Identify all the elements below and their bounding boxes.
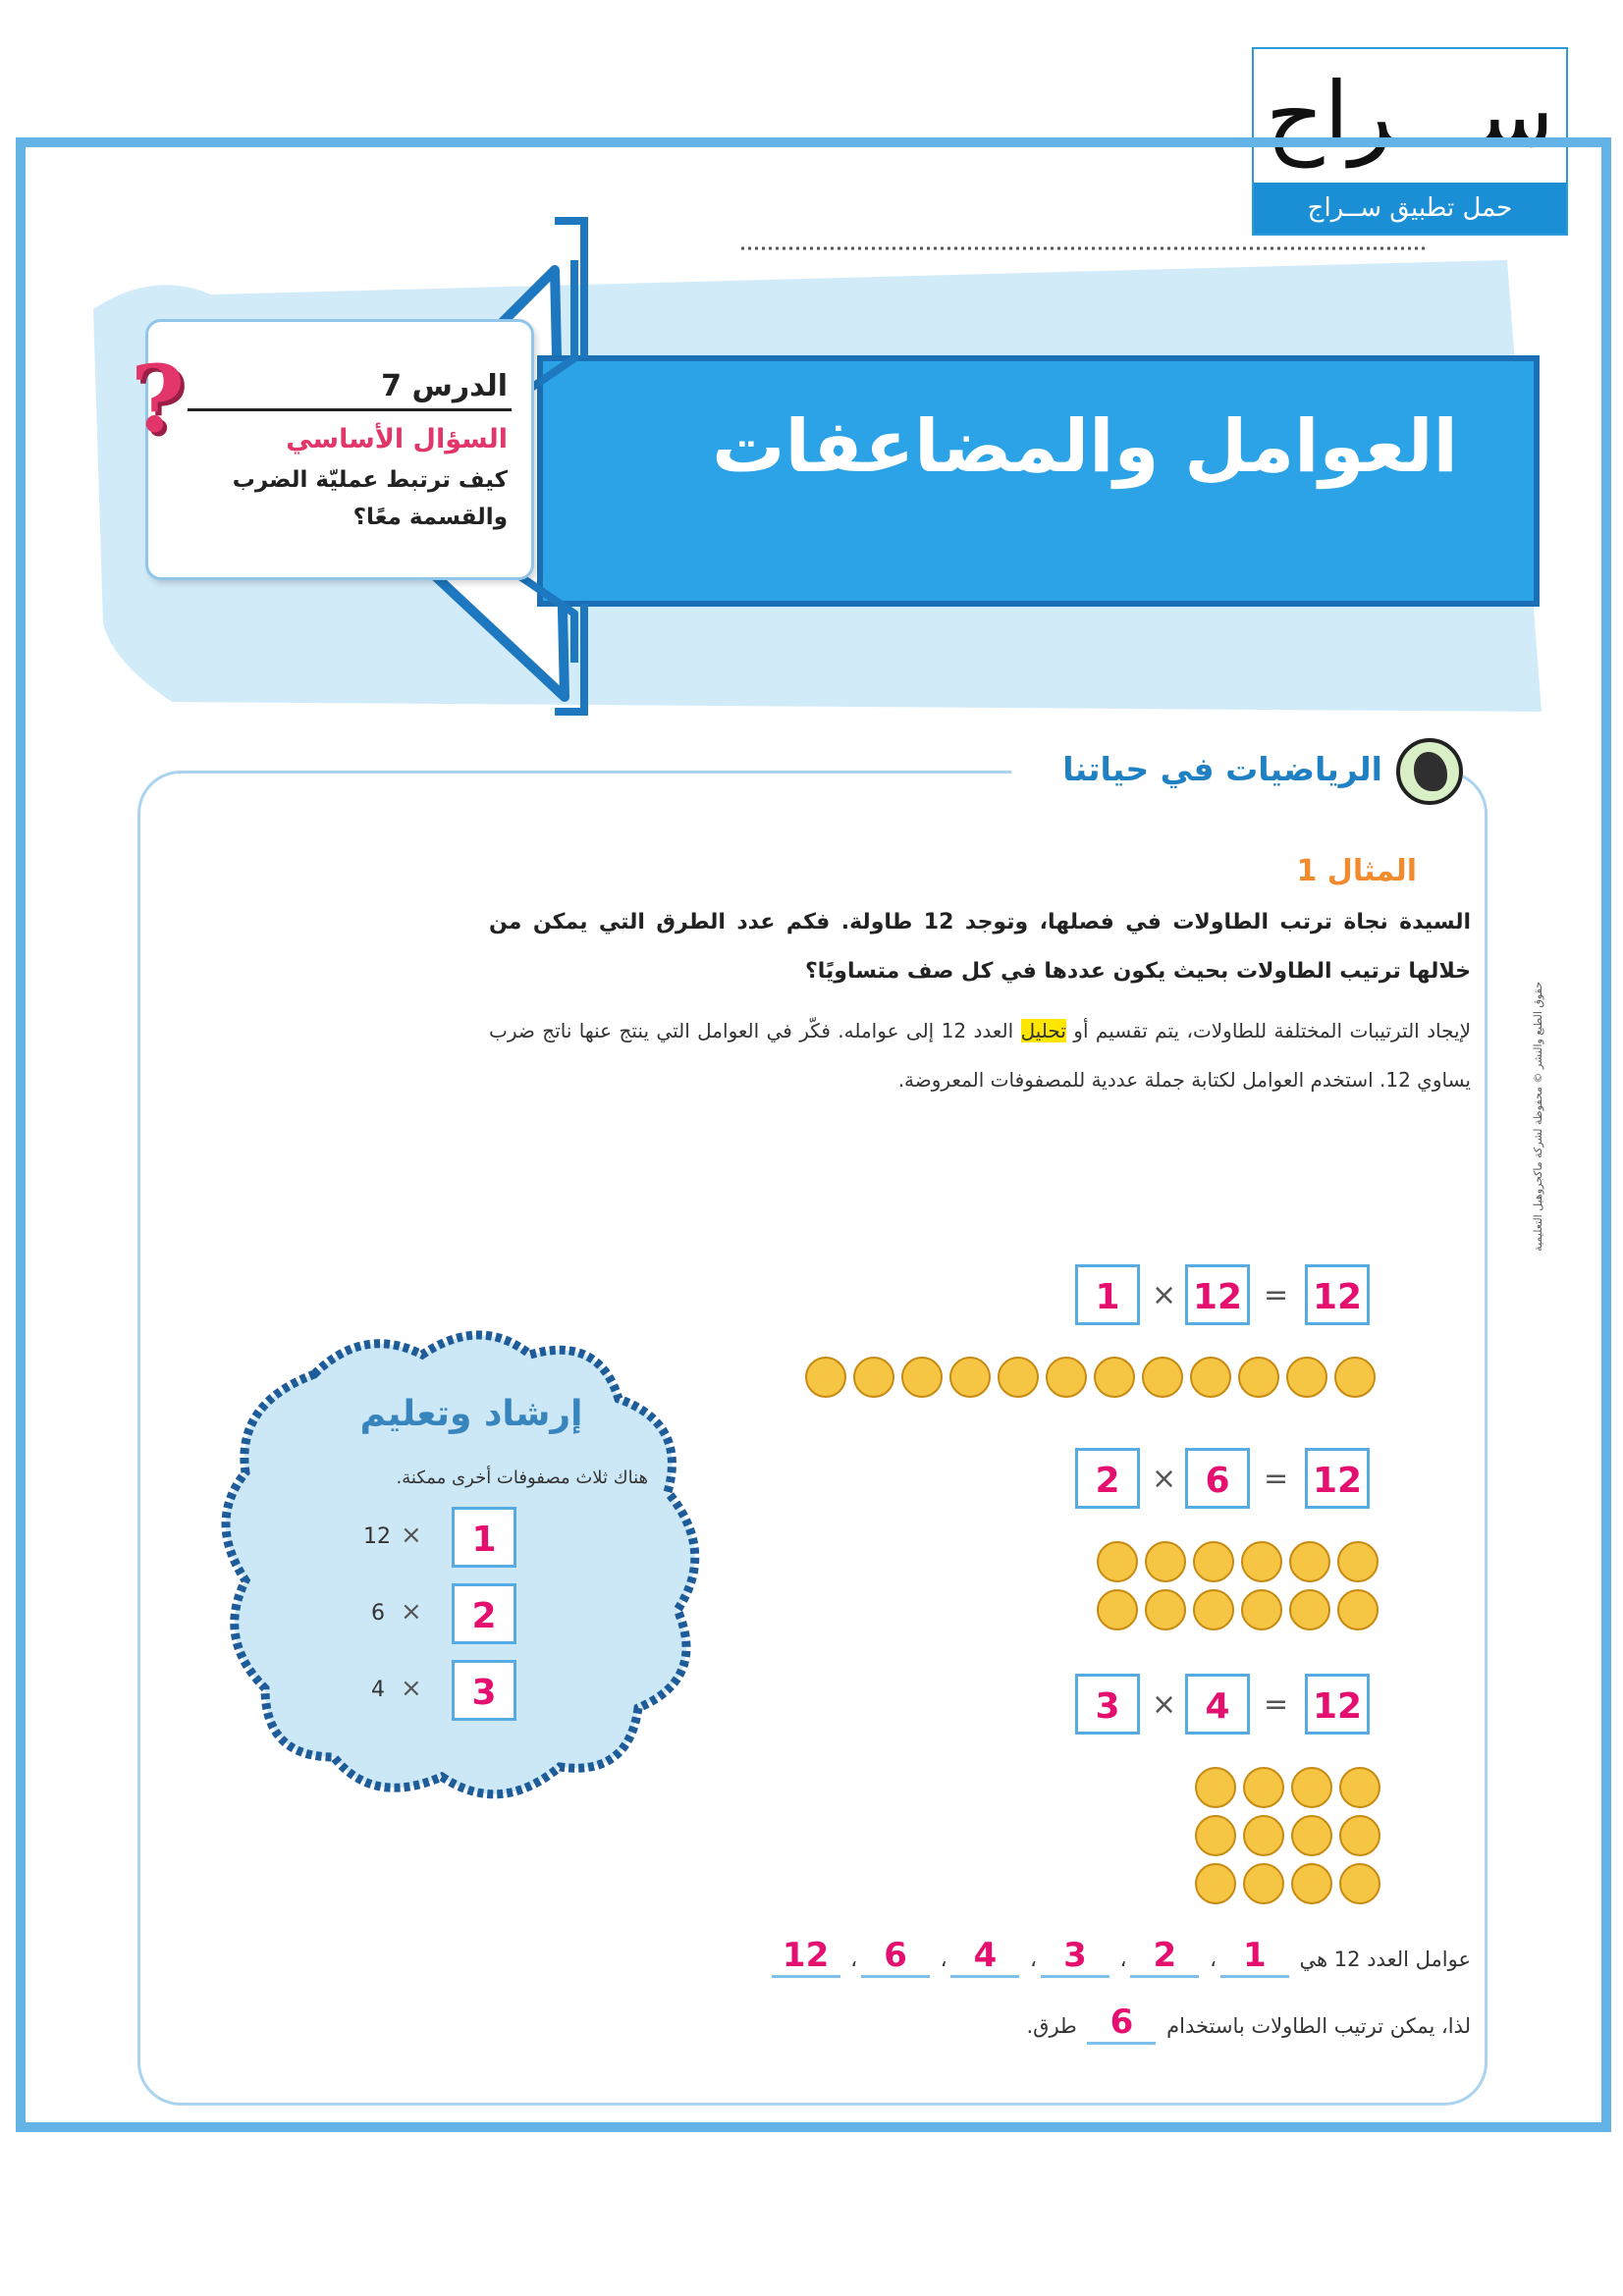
ways-answer: 6: [1087, 2002, 1156, 2045]
counter-dot: [1337, 1589, 1379, 1630]
times-symbol: ×: [401, 1674, 422, 1703]
counter-dot: [1097, 1541, 1138, 1582]
lesson-card: [131, 319, 534, 580]
tip-answer-box: 1: [452, 1507, 516, 1568]
counter-dot: [1243, 1767, 1284, 1808]
essential-question-title: السؤال الأساسي: [286, 424, 508, 454]
instructions-part-2: العدد 12 إلى عوامله. فكّر في العوامل التي ينتج عنها ناتج ضرب يساوي 12. استخدم العوامل لكتابة جملة عددية للمصفوفات المعروضة.: [489, 1019, 1471, 1092]
times-symbol: ×: [401, 1597, 422, 1627]
tip-title: إرشاد وتعليم: [359, 1394, 583, 1434]
counter-dot: [1286, 1357, 1327, 1398]
equation-3-product: 12: [1305, 1674, 1370, 1735]
counter-dot: [1142, 1357, 1183, 1398]
counter-dot: [853, 1357, 894, 1398]
counter-dot: [1046, 1357, 1087, 1398]
instructions-part-1: لإيجاد الترتيبات المختلفة للطاولات، يتم تقسيم أو: [1065, 1019, 1472, 1042]
counter-dot: [1337, 1541, 1379, 1582]
page-title: العوامل والمضاعفات: [712, 404, 1458, 489]
counter-dot: [998, 1357, 1039, 1398]
counter-dot: [1094, 1357, 1135, 1398]
counter-dot: [1243, 1815, 1284, 1856]
tip-text: هناك ثلاث مصفوفات أخرى ممكنة.: [396, 1468, 648, 1488]
factor-answer: 6: [861, 1936, 930, 1978]
counter-dot: [1339, 1767, 1380, 1808]
tip-equations: [353, 1507, 609, 1742]
equals-symbol: =: [1264, 1278, 1289, 1312]
times-symbol: ×: [1152, 1687, 1177, 1722]
equation-2-product: 12: [1305, 1448, 1370, 1509]
counter-dot: [1195, 1815, 1236, 1856]
section-title: الرياضيات في حياتنا: [1062, 750, 1382, 788]
counter-dot: [1334, 1357, 1376, 1398]
example-title: المثال 1: [1296, 854, 1417, 888]
globe-land: [1414, 752, 1447, 791]
times-symbol: ×: [1152, 1462, 1177, 1496]
factor-answer: 3: [1041, 1936, 1109, 1978]
equals-symbol: =: [1264, 1462, 1289, 1496]
section-header: [1011, 738, 1463, 807]
counter-dot: [1241, 1589, 1282, 1630]
tip-row-2: [353, 1583, 609, 1652]
tip-factor: 6: [371, 1601, 385, 1626]
factor-answer: 1: [1220, 1936, 1289, 1978]
times-symbol: ×: [401, 1521, 422, 1550]
tip-answer-box: 2: [452, 1583, 516, 1644]
equation-2-factor-b: 6: [1185, 1448, 1250, 1509]
counter-dot: [1339, 1863, 1380, 1904]
equation-1-factor-b: 12: [1185, 1264, 1250, 1325]
tip-answer-box: 3: [452, 1660, 516, 1721]
side-credit: حقوق الطبع والنشر © محفوظة لشركة ماكجروهيل التعليمية: [1532, 982, 1544, 1252]
example-problem-text: السيدة نجاة ترتب الطاولات في فصلها، وتوجد 12 طاولة. فكم عدد الطرق التي يمكن من خلالها ترتيب الطاولات بحيث يكون عددها في كل صف متساويًا؟: [489, 910, 1472, 984]
logo-word: ســـراج: [1266, 63, 1554, 168]
counter-dot: [1241, 1541, 1282, 1582]
equation-1-factor-a: 1: [1075, 1264, 1140, 1325]
tip-row-1: [353, 1507, 609, 1575]
counter-dot: [1145, 1541, 1186, 1582]
counter-dot: [949, 1357, 991, 1398]
equation-row-1: [1075, 1264, 1375, 1333]
counter-dot: [1291, 1767, 1332, 1808]
counter-dot: [1195, 1767, 1236, 1808]
factor-answer: 12: [772, 1936, 840, 1978]
factor-answer: 4: [950, 1936, 1019, 1978]
counter-dot: [1238, 1357, 1279, 1398]
counter-dot: [1195, 1863, 1236, 1904]
essential-question-text: كيف ترتبط عمليّة الضرب والقسمة معًا؟: [232, 467, 508, 530]
factors-label: عوامل العدد 12 هي: [1299, 1948, 1471, 1971]
equation-3-factor-a: 3: [1075, 1674, 1140, 1735]
counter-dot: [1193, 1541, 1234, 1582]
ways-after: طرق.: [1026, 2014, 1077, 2038]
counter-dot: [901, 1357, 943, 1398]
dot-array-2: [1088, 1541, 1382, 1639]
times-symbol: ×: [1152, 1278, 1177, 1312]
globe-icon: [1396, 738, 1463, 805]
counter-dot: [1289, 1541, 1330, 1582]
ways-before: لذا، يمكن ترتيب الطاولات باستخدام: [1166, 2014, 1471, 2038]
question-mark-icon: ?: [131, 346, 186, 454]
counter-dot: [1193, 1589, 1234, 1630]
ways-sentence: [1026, 2002, 1471, 2045]
equals-symbol: =: [1264, 1687, 1289, 1722]
tip-factor: 4: [371, 1678, 385, 1702]
counter-dot: [1291, 1815, 1332, 1856]
counter-dot: [1097, 1589, 1138, 1630]
counter-dot: [1339, 1815, 1380, 1856]
lesson-divider: [188, 408, 512, 411]
tip-row-3: [353, 1660, 609, 1729]
dot-array-1: [800, 1357, 1380, 1415]
equation-row-2: [1075, 1448, 1375, 1517]
counter-dot: [1190, 1357, 1231, 1398]
highlighted-term: تحليل: [1020, 1019, 1066, 1042]
tip-factor: 12: [363, 1524, 391, 1549]
factor-answer: 2: [1130, 1936, 1199, 1978]
counter-dot: [1243, 1863, 1284, 1904]
counter-dot: [1291, 1863, 1332, 1904]
equation-row-3: [1075, 1674, 1375, 1742]
logo-subtitle: حمل تطبيق ســراج: [1254, 183, 1566, 234]
counter-dot: [805, 1357, 846, 1398]
equation-3-factor-b: 4: [1185, 1674, 1250, 1735]
equation-2-factor-a: 2: [1075, 1448, 1140, 1509]
lesson-label: الدرس 7: [381, 369, 508, 403]
dot-array-3: [1183, 1767, 1384, 1914]
example-instructions: [489, 1006, 1471, 1104]
counter-dot: [1289, 1589, 1330, 1630]
equation-1-product: 12: [1305, 1264, 1370, 1325]
factors-sentence: عوامل العدد 12 هي 1، 2، 3، 4، 6، 12: [768, 1936, 1471, 1978]
counter-dot: [1145, 1589, 1186, 1630]
